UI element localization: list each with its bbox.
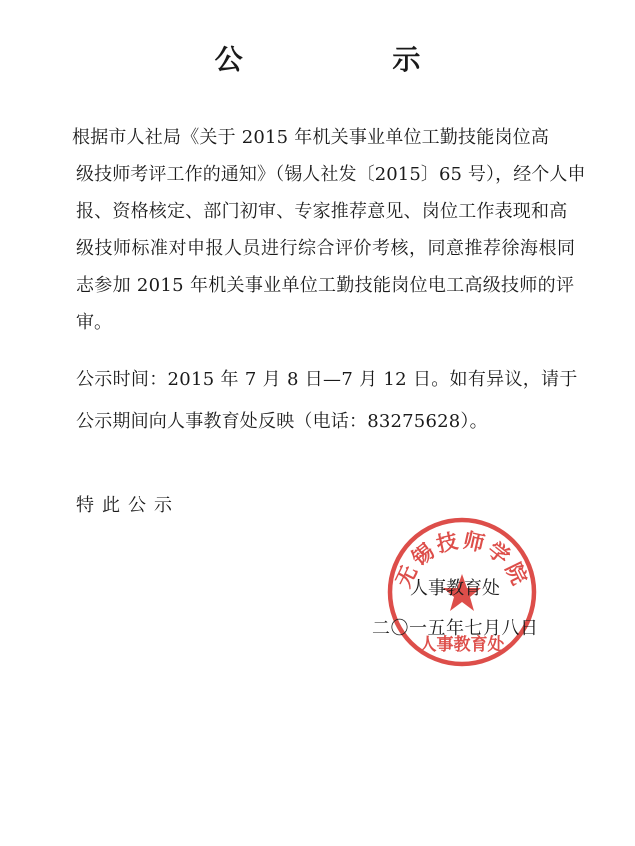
body-line-2: 级技师考评工作的通知》（锡人社发〔2015〕65 号），经个人申 bbox=[76, 164, 586, 185]
document-title: 公 示 bbox=[214, 43, 491, 76]
body-line-3: 报、资格核定、部门初审、专家推荐意见、岗位工作表现和高 bbox=[76, 201, 568, 222]
body-line-7: 公示时间：2015 年 7 月 8 日—7 月 12 日。如有异议，请于 bbox=[76, 369, 578, 390]
body-line-4: 级技师标准对申报人员进行综合评价考核，同意推荐徐海根同 bbox=[76, 238, 576, 259]
body-line-6: 审。 bbox=[76, 312, 112, 333]
signature-date: 二〇一五年七月八日 bbox=[372, 618, 539, 639]
seal-arc-text: 无锡技师学院 bbox=[390, 527, 534, 592]
closing-text: 特此公示 bbox=[76, 495, 180, 516]
body-line-5: 志参加 2015 年机关事业单位工勤技能岗位电工高级技师的评 bbox=[76, 275, 575, 296]
seal-bottom-text: 人事教育处 bbox=[419, 635, 505, 655]
body-line-1: 根据市人社局《关于 2015 年机关事业单位工勤技能岗位高 bbox=[72, 127, 550, 148]
body-line-8: 公示期间向人事教育处反映（电话：83275628）。 bbox=[76, 411, 488, 432]
signature-department: 人事教育处 bbox=[410, 578, 500, 599]
